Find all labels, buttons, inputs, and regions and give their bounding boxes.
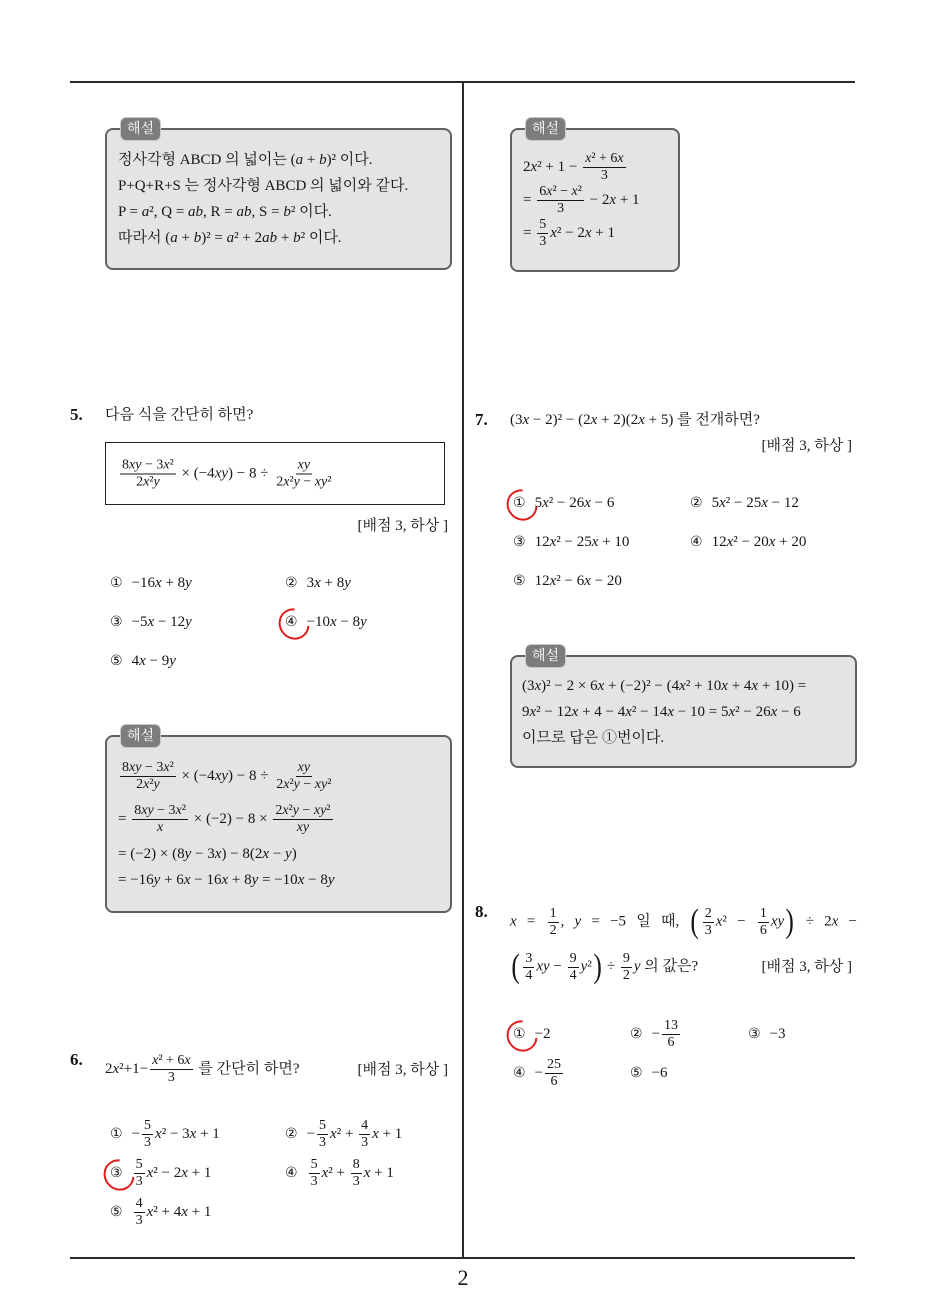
fraction-numerator: xy bbox=[297, 760, 311, 775]
solution-body bbox=[512, 130, 678, 250]
math-text: −2 bbox=[534, 1026, 551, 1042]
solution-label: 해설 bbox=[120, 724, 161, 748]
math-text: 다음 식을 간단히 하면? bbox=[105, 407, 254, 423]
fraction-numerator: 25 bbox=[547, 1057, 562, 1073]
fraction-denominator: 3 bbox=[361, 1135, 369, 1151]
math-text: −6 bbox=[651, 1065, 668, 1081]
fraction-denominator: 3 bbox=[704, 922, 712, 938]
fraction-denominator: 3 bbox=[557, 201, 565, 216]
problem-8-number: 8. bbox=[475, 902, 488, 921]
option-number: ⑤ bbox=[513, 573, 526, 589]
answer-option-4 bbox=[285, 603, 455, 642]
math-text: x² + bbox=[321, 1165, 349, 1181]
math-text: 2x² + 1 − bbox=[523, 158, 582, 175]
fraction-numerator: xy bbox=[297, 457, 311, 472]
problem-8-question-line-2 bbox=[510, 950, 698, 984]
answer-option-1 bbox=[513, 1015, 630, 1054]
option-number: ② bbox=[285, 575, 298, 591]
option-expression bbox=[712, 495, 799, 511]
math-text: 5x² − 25x − 12 bbox=[711, 495, 799, 511]
option-number: ④ bbox=[285, 614, 298, 630]
answer-option-2 bbox=[285, 564, 455, 603]
fraction bbox=[703, 906, 714, 939]
math-text: 12x² − 25x + 10 bbox=[534, 534, 630, 550]
fraction-numerator: 3 bbox=[525, 950, 533, 966]
option-number: ② bbox=[690, 495, 703, 511]
problem-7-options bbox=[513, 484, 855, 601]
solution-body bbox=[512, 657, 855, 751]
fraction bbox=[583, 151, 626, 184]
fraction-numerator: x² + 6x bbox=[585, 151, 624, 166]
fraction-numerator: 1 bbox=[759, 905, 767, 921]
answer-option-1 bbox=[110, 1115, 285, 1154]
answer-option-2 bbox=[285, 1115, 455, 1154]
option-expression bbox=[712, 534, 807, 550]
fraction-numerator: 5 bbox=[135, 1157, 143, 1173]
problem-6-question bbox=[105, 1053, 299, 1086]
math-text: = (−2) × (8y − 3x) − 8(2x − y) bbox=[118, 846, 297, 862]
problem-5-options bbox=[110, 564, 455, 681]
problem-7-number: 7. bbox=[475, 410, 488, 429]
problem-7-question bbox=[510, 407, 760, 433]
fraction-numerator: 5 bbox=[319, 1118, 327, 1134]
fraction-denominator: 3 bbox=[310, 1174, 318, 1190]
math-text: 4x − 9y bbox=[131, 653, 176, 669]
fraction-numerator: 9 bbox=[622, 950, 630, 966]
option-expression bbox=[132, 653, 176, 669]
fraction bbox=[548, 906, 559, 939]
answer-option-3 bbox=[513, 523, 690, 562]
fraction-numerator: 4 bbox=[361, 1118, 369, 1134]
math-text: − bbox=[306, 1126, 316, 1142]
fraction-numerator: 8xy − 3x² bbox=[134, 803, 186, 818]
fraction bbox=[150, 1053, 193, 1086]
option-expression bbox=[307, 614, 367, 630]
math-text: xy bbox=[770, 913, 785, 930]
fraction-numerator: 1 bbox=[549, 905, 557, 921]
fraction-denominator: 3 bbox=[319, 1135, 327, 1151]
problem-8-question-line-1 bbox=[510, 905, 857, 939]
fraction-denominator: x bbox=[156, 820, 164, 835]
fraction bbox=[273, 803, 332, 836]
option-number: ① bbox=[110, 1126, 123, 1142]
solution-line bbox=[118, 798, 442, 841]
math-text: − bbox=[131, 1126, 141, 1142]
fraction-denominator: 2x²y bbox=[136, 777, 160, 792]
option-number: ② bbox=[285, 1126, 298, 1142]
fraction bbox=[120, 457, 176, 490]
option-number: ⑤ bbox=[110, 653, 123, 669]
answer-option-3 bbox=[748, 1015, 848, 1054]
fraction bbox=[309, 1157, 320, 1190]
option-expression bbox=[132, 614, 192, 630]
answer-option-4 bbox=[285, 1154, 455, 1193]
math-text: − 2x + 1 bbox=[585, 191, 640, 208]
math-text: x² − 2x + 1 bbox=[146, 1165, 212, 1181]
problem-7-score: [배점 3, 하상 ] bbox=[761, 438, 852, 454]
math-text: P = a², Q = ab, R = ab, S = b² 이다. bbox=[118, 204, 332, 220]
fraction-denominator: 2x²y bbox=[136, 474, 160, 489]
solution-line bbox=[118, 867, 442, 893]
solution-line bbox=[118, 147, 442, 173]
fraction bbox=[351, 1157, 362, 1190]
fraction-denominator: 4 bbox=[569, 967, 577, 983]
fraction bbox=[134, 1196, 145, 1229]
option-expression bbox=[132, 575, 192, 591]
math-text: = bbox=[523, 191, 536, 208]
solution-box-5 bbox=[105, 728, 452, 913]
fraction-denominator: 2x²y − xy² bbox=[276, 777, 332, 792]
math-text: 이므로 답은 ①번이다. bbox=[522, 730, 665, 746]
math-text: 정사각형 ABCD 의 넓이는 (a + b)² 이다. bbox=[118, 152, 373, 168]
math-text: − bbox=[534, 1065, 544, 1081]
solution-label: 해설 bbox=[525, 117, 566, 141]
answer-option-3 bbox=[110, 1154, 285, 1193]
solution-label: 해설 bbox=[120, 117, 161, 141]
option-expression bbox=[535, 573, 622, 589]
math-text: x² − bbox=[715, 913, 756, 930]
option-number: ④ bbox=[513, 1065, 526, 1081]
fraction-numerator: 13 bbox=[664, 1018, 679, 1034]
option-expression bbox=[132, 1196, 212, 1229]
fraction-numerator: 8xy − 3x² bbox=[122, 457, 174, 472]
option-number: ⑤ bbox=[630, 1065, 643, 1081]
fraction bbox=[274, 760, 333, 793]
problem-6-number: 6. bbox=[70, 1050, 83, 1069]
fraction bbox=[758, 906, 769, 939]
option-expression bbox=[306, 1118, 403, 1151]
fraction-denominator: 3 bbox=[135, 1174, 143, 1190]
math-text: , y = −5 일 때, bbox=[560, 913, 690, 930]
option-expression bbox=[651, 1018, 682, 1051]
answer-option-4 bbox=[690, 523, 855, 562]
solution-box-6 bbox=[510, 121, 680, 272]
fraction-numerator: 9 bbox=[569, 950, 577, 966]
fraction bbox=[132, 803, 188, 836]
option-expression bbox=[652, 1065, 668, 1081]
math-text: x + 1 bbox=[372, 1126, 403, 1142]
fraction bbox=[545, 1057, 563, 1090]
math-text: x² − 2x + 1 bbox=[550, 224, 615, 241]
problem-5-expression-box bbox=[105, 442, 445, 505]
solution-body bbox=[107, 737, 450, 893]
answer-option-2 bbox=[690, 484, 855, 523]
answer-option-2 bbox=[630, 1015, 748, 1054]
fraction bbox=[317, 1118, 328, 1151]
option-number: ③ bbox=[513, 534, 526, 550]
math-text: 12x² − 6x − 20 bbox=[534, 573, 622, 589]
option-number: ③ bbox=[110, 614, 123, 630]
problem-6-options bbox=[110, 1115, 455, 1232]
math-text: = bbox=[118, 810, 131, 827]
solution-line bbox=[522, 673, 847, 699]
fraction-denominator: 6 bbox=[667, 1035, 675, 1051]
math-text: = bbox=[523, 224, 536, 241]
math-text: − bbox=[651, 1026, 661, 1042]
fraction bbox=[537, 217, 548, 250]
fraction-denominator: 3 bbox=[135, 1213, 143, 1229]
fraction-numerator: 5 bbox=[310, 1157, 318, 1173]
fraction bbox=[274, 457, 333, 490]
fraction-denominator: 6 bbox=[759, 922, 767, 938]
fraction-numerator: 8xy − 3x² bbox=[122, 760, 174, 775]
answer-option-5 bbox=[513, 562, 690, 601]
fraction-denominator: 2 bbox=[622, 967, 630, 983]
fraction bbox=[134, 1157, 145, 1190]
answer-option-4 bbox=[513, 1054, 630, 1093]
answer-option-5 bbox=[110, 642, 285, 681]
math-text: x = bbox=[510, 913, 546, 930]
math-text: 3x + 8y bbox=[306, 575, 351, 591]
solution-label: 해설 bbox=[525, 644, 566, 668]
problem-6-score: [배점 3, 하상 ] bbox=[357, 1062, 448, 1078]
big-parenthesis: ( bbox=[690, 903, 700, 940]
solution-line bbox=[523, 151, 672, 184]
fraction-numerator: x² + 6x bbox=[152, 1053, 191, 1068]
answer-option-5 bbox=[630, 1054, 748, 1093]
math-text: −3 bbox=[769, 1026, 786, 1042]
fraction-numerator: 5 bbox=[144, 1118, 152, 1134]
solution-line bbox=[522, 699, 847, 725]
fraction-denominator: 3 bbox=[539, 234, 547, 249]
solution-line bbox=[118, 225, 442, 251]
fraction-denominator: 4 bbox=[525, 967, 533, 983]
solution-body bbox=[107, 130, 450, 251]
solution-box-7 bbox=[510, 648, 857, 768]
fraction-denominator: 2x²y − xy² bbox=[276, 474, 332, 489]
solution-line bbox=[118, 199, 442, 225]
option-number: ③ bbox=[110, 1165, 123, 1181]
fraction-numerator: 6x² − x² bbox=[539, 184, 582, 199]
fraction-denominator: 2 bbox=[549, 922, 557, 938]
answer-option-1 bbox=[110, 564, 285, 603]
math-text: = −16y + 6x − 16x + 8y = −10x − 8y bbox=[118, 872, 335, 888]
solution-line bbox=[523, 217, 672, 250]
math-text: ÷ bbox=[603, 958, 619, 975]
option-expression bbox=[534, 1057, 565, 1090]
option-expression bbox=[307, 1157, 394, 1190]
math-text: x² − 3x + 1 bbox=[155, 1126, 220, 1142]
math-text: 를 간단히 하면? bbox=[194, 1060, 300, 1077]
problem-5-question bbox=[105, 402, 253, 428]
fraction bbox=[120, 760, 176, 793]
problem-5-expression bbox=[118, 457, 335, 490]
fraction-denominator: xy bbox=[296, 820, 310, 835]
column-divider bbox=[462, 82, 464, 1258]
option-expression bbox=[307, 575, 351, 591]
fraction-denominator: 3 bbox=[600, 168, 608, 183]
math-text: −16x + 8y bbox=[131, 575, 192, 591]
fraction-denominator: 3 bbox=[167, 1070, 175, 1085]
math-text: ÷ 2x − bbox=[795, 913, 858, 930]
option-expression bbox=[535, 495, 615, 511]
solution-box-previous bbox=[105, 121, 452, 270]
option-number: ④ bbox=[690, 534, 703, 550]
option-number: ① bbox=[110, 575, 123, 591]
fraction-numerator: 2 bbox=[704, 905, 712, 921]
answer-option-3 bbox=[110, 603, 285, 642]
solution-line bbox=[522, 725, 847, 751]
math-text: × (−2) − 8 × bbox=[189, 810, 272, 827]
option-expression bbox=[770, 1026, 786, 1042]
bottom-rule bbox=[70, 1257, 855, 1259]
big-parenthesis: ) bbox=[593, 948, 602, 985]
option-number: ④ bbox=[285, 1165, 298, 1181]
math-text: 9x² − 12x + 4 − 4x² − 14x − 10 = 5x² − 26x − 6 bbox=[522, 704, 801, 720]
option-number: ① bbox=[513, 495, 526, 511]
fraction-numerator: 5 bbox=[539, 217, 547, 232]
problem-8-score: [배점 3, 하상 ] bbox=[761, 959, 852, 975]
option-number: ⑤ bbox=[110, 1204, 123, 1220]
page-number: 2 bbox=[457, 1265, 469, 1290]
math-text: × (−4xy) − 8 ÷ bbox=[177, 464, 273, 481]
option-expression bbox=[535, 534, 630, 550]
fraction bbox=[662, 1018, 680, 1051]
problem-5-score: [배점 3, 하상 ] bbox=[357, 518, 448, 534]
math-text: −10x − 8y bbox=[306, 614, 367, 630]
option-expression bbox=[132, 1157, 212, 1190]
solution-line bbox=[118, 173, 442, 199]
problem-5-number: 5. bbox=[70, 405, 83, 424]
solution-line bbox=[118, 755, 442, 798]
math-text: P+Q+R+S 는 정사각형 ABCD 의 넓이와 같다. bbox=[118, 178, 409, 194]
fraction bbox=[523, 951, 534, 984]
math-text: 2x²+1− bbox=[105, 1060, 149, 1077]
math-text: −5x − 12y bbox=[131, 614, 192, 630]
option-number: ③ bbox=[748, 1026, 761, 1042]
answer-option-1 bbox=[513, 484, 690, 523]
problem-8-options bbox=[513, 1015, 848, 1093]
big-parenthesis: ( bbox=[511, 948, 520, 985]
math-text: y 의 값은? bbox=[633, 958, 699, 975]
fraction bbox=[142, 1118, 153, 1151]
fraction bbox=[621, 951, 632, 984]
math-text: (3x − 2)² − (2x + 2)(2x + 5) 를 전개하면? bbox=[510, 412, 760, 428]
math-text: xy − bbox=[536, 958, 566, 975]
big-parenthesis: ) bbox=[785, 903, 795, 940]
fraction-numerator: 8 bbox=[352, 1157, 360, 1173]
option-number: ② bbox=[630, 1026, 643, 1042]
option-expression bbox=[131, 1118, 220, 1151]
solution-line bbox=[118, 841, 442, 867]
fraction bbox=[568, 951, 579, 984]
math-text: x² + 4x + 1 bbox=[146, 1204, 212, 1220]
math-text: 5x² − 26x − 6 bbox=[534, 495, 615, 511]
answer-option-5 bbox=[110, 1193, 285, 1232]
solution-line bbox=[523, 184, 672, 217]
fraction bbox=[537, 184, 584, 217]
fraction-denominator: 3 bbox=[352, 1174, 360, 1190]
fraction-numerator: 4 bbox=[135, 1196, 143, 1212]
math-text: 12x² − 20x + 20 bbox=[711, 534, 807, 550]
fraction bbox=[359, 1118, 370, 1151]
math-text: y² bbox=[580, 958, 592, 975]
math-text: x + 1 bbox=[363, 1165, 394, 1181]
math-text: (3x)² − 2 × 6x + (−2)² − (4x² + 10x + 4x + 10) = bbox=[522, 678, 807, 694]
math-text: × (−4xy) − 8 ÷ bbox=[177, 767, 273, 784]
fraction-denominator: 3 bbox=[144, 1135, 152, 1151]
fraction-numerator: 2x²y − xy² bbox=[275, 803, 331, 818]
option-number: ① bbox=[513, 1026, 526, 1042]
math-text: 따라서 (a + b)² = a² + 2ab + b² 이다. bbox=[118, 230, 342, 246]
math-text: x² + bbox=[330, 1126, 358, 1142]
fraction-denominator: 6 bbox=[550, 1074, 558, 1090]
